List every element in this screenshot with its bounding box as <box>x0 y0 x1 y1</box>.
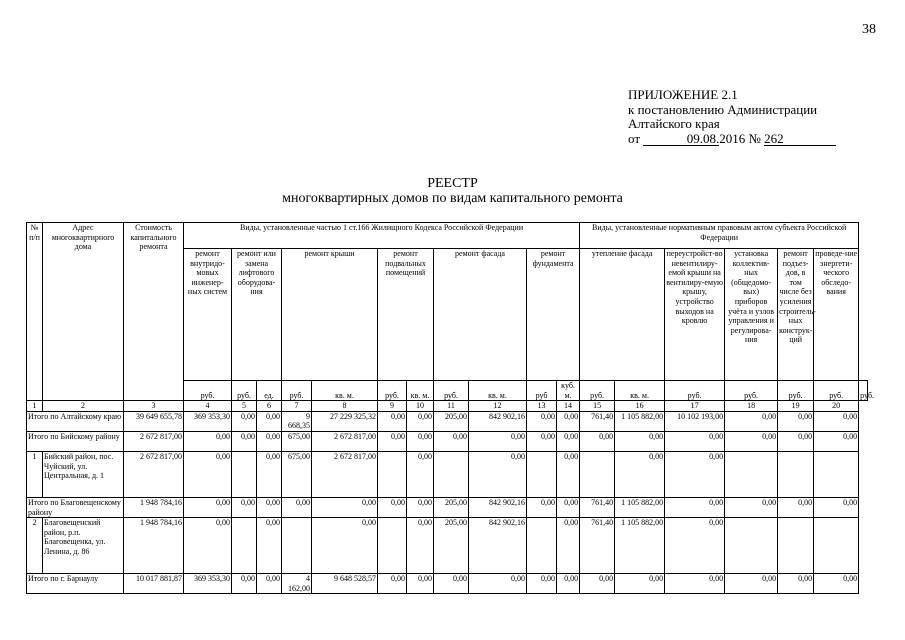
value-cell: 0,00 <box>665 574 725 594</box>
row-address: Итого по г. Барнаулу <box>27 574 124 594</box>
column-number: 5 <box>232 401 257 412</box>
value-cell: 205,00 <box>434 497 469 517</box>
value-cell: 761,40 <box>580 497 615 517</box>
value-cell: 0,00 <box>469 431 527 451</box>
column-number: 15 <box>580 401 615 412</box>
value-cell: 0,00 <box>407 574 434 594</box>
value-cell <box>725 518 778 574</box>
registry-rows <box>27 411 868 594</box>
value-cell: 675,00 <box>282 451 312 497</box>
header-work-type: ремонт подвальных помещений <box>378 249 434 381</box>
table-row <box>27 451 868 497</box>
value-cell: 0,00 <box>557 431 580 451</box>
unit-cell: руб. <box>184 381 232 401</box>
value-cell: 0,00 <box>312 518 378 574</box>
value-cell: 205,00 <box>434 518 469 574</box>
value-cell: 1 105 882,00 <box>615 411 665 431</box>
unit-cell: руб. <box>725 381 778 401</box>
column-number: 11 <box>434 401 469 412</box>
value-cell: 0,00 <box>814 431 859 451</box>
row-address: Итого по Благовещенскому району <box>27 497 124 517</box>
value-cell: 205,00 <box>434 411 469 431</box>
row-address: Благовещенский район, р.п. Благовещенка, ул. Ленина, д. 86 <box>43 518 124 574</box>
unit-cell: кв. м. <box>407 381 434 401</box>
appendix-resolution: к постановлению Администрации <box>628 101 818 117</box>
column-number: 20 <box>814 401 859 412</box>
value-cell: 0,00 <box>725 497 778 517</box>
value-cell <box>725 451 778 497</box>
column-number: 2 <box>43 401 124 412</box>
header-group-regional: Виды, установленные нормативным правовым актом субъекта Российской Федерации <box>580 223 859 249</box>
column-number: 10 <box>407 401 434 412</box>
value-cell: 0,00 <box>378 574 407 594</box>
header-work-type: утепление фасада <box>580 249 665 381</box>
header-work-type: ремонт фундамента <box>527 249 580 381</box>
unit-cell: ед. <box>257 381 282 401</box>
header-work-type: ремонт фасада <box>434 249 527 381</box>
value-cell: 0,00 <box>407 411 434 431</box>
resolution-number: 262 <box>764 133 836 146</box>
value-cell: 0,00 <box>407 497 434 517</box>
unit-cell: руб. <box>282 381 312 401</box>
value-cell <box>778 451 814 497</box>
value-cell: 0,00 <box>778 574 814 594</box>
value-cell: 0,00 <box>257 518 282 574</box>
value-cell: 9 668,35 <box>282 411 312 431</box>
registry-title <box>0 176 905 206</box>
header-cost: Стоимость капитального ремонта <box>124 223 184 401</box>
appendix-region: Алтайского края <box>628 116 720 131</box>
appendix-block <box>628 88 836 146</box>
value-cell <box>232 518 257 574</box>
unit-cell: руб <box>527 381 557 401</box>
header-work-type: ремонт или замена лифтового оборудова-ния <box>232 249 282 381</box>
unit-cell: руб. <box>814 381 859 401</box>
value-cell: 0,00 <box>814 574 859 594</box>
value-cell: 0,00 <box>184 497 232 517</box>
value-cell: 0,00 <box>184 431 232 451</box>
table-row <box>27 431 868 451</box>
value-cell: 0,00 <box>527 497 557 517</box>
value-cell <box>527 518 557 574</box>
row-address: Бийский район, пос. Чуйский, ул. Центральная, д. 1 <box>43 451 124 497</box>
value-cell: 9 648 528,57 <box>312 574 378 594</box>
value-cell: 0,00 <box>378 431 407 451</box>
column-number: 7 <box>282 401 312 412</box>
value-cell: 0,00 <box>407 451 434 497</box>
value-cell <box>527 451 557 497</box>
value-cell: 0,00 <box>232 574 257 594</box>
value-cell <box>232 451 257 497</box>
value-cell: 1 948 784,16 <box>124 497 184 517</box>
column-number: 19 <box>778 401 814 412</box>
value-cell: 0,00 <box>778 411 814 431</box>
value-cell: 0,00 <box>665 431 725 451</box>
header-work-type: ремонт крыши <box>282 249 378 381</box>
row-address: Итого по Алтайскому краю <box>27 411 124 431</box>
header-work-type: установка коллектив-ных (общедомо-вых) приборов учёта и узлов управления и регулирова-ния <box>725 249 778 381</box>
value-cell: 0,00 <box>527 431 557 451</box>
value-cell: 0,00 <box>725 431 778 451</box>
row-number: 1 <box>27 451 43 497</box>
unit-cell: кв. м. <box>469 381 527 401</box>
value-cell: 0,00 <box>615 451 665 497</box>
table-row <box>27 518 868 574</box>
column-number: 6 <box>257 401 282 412</box>
column-number: 17 <box>665 401 725 412</box>
unit-cell: руб. <box>778 381 814 401</box>
row-number: 2 <box>27 518 43 574</box>
resolution-date: 09.08. <box>643 133 719 146</box>
value-cell: 0,00 <box>580 574 615 594</box>
header-work-type: ремонт подъез-дов, в том числе без усиления строитель-ных конструк-ций <box>778 249 814 381</box>
unit-cell: руб. <box>580 381 615 401</box>
value-cell: 0,00 <box>378 411 407 431</box>
value-cell: 0,00 <box>725 574 778 594</box>
value-cell: 27 229 325,32 <box>312 411 378 431</box>
value-cell: 0,00 <box>557 451 580 497</box>
header-address: Адрес многоквартирного дома <box>43 223 124 401</box>
table-row <box>27 574 868 594</box>
column-number: 12 <box>469 401 527 412</box>
value-cell: 0,00 <box>557 411 580 431</box>
value-cell: 0,00 <box>814 411 859 431</box>
appendix-title: ПРИЛОЖЕНИЕ 2.1 <box>628 87 738 102</box>
value-cell: 0,00 <box>527 411 557 431</box>
column-number: 4 <box>184 401 232 412</box>
value-cell: 842 902,16 <box>469 518 527 574</box>
value-cell: 0,00 <box>257 431 282 451</box>
unit-cell: руб. <box>665 381 725 401</box>
value-cell: 0,00 <box>615 431 665 451</box>
value-cell: 39 649 655,78 <box>124 411 184 431</box>
value-cell: 0,00 <box>778 431 814 451</box>
header-work-type: ремонт внутридо-мовых инженер-ных систем <box>184 249 232 381</box>
column-number: 14 <box>557 401 580 412</box>
unit-cell: куб. м. <box>557 381 580 401</box>
column-number: 9 <box>378 401 407 412</box>
value-cell: 0,00 <box>407 518 434 574</box>
value-cell: 0,00 <box>282 497 312 517</box>
value-cell <box>580 451 615 497</box>
value-cell: 0,00 <box>580 431 615 451</box>
value-cell: 761,40 <box>580 411 615 431</box>
column-number: 3 <box>124 401 184 412</box>
value-cell: 369 353,30 <box>184 574 232 594</box>
value-cell: 0,00 <box>557 518 580 574</box>
value-cell <box>814 518 859 574</box>
value-cell <box>778 518 814 574</box>
value-cell: 0,00 <box>557 497 580 517</box>
value-cell: 1 105 882,00 <box>615 518 665 574</box>
value-cell <box>282 518 312 574</box>
value-cell <box>814 451 859 497</box>
value-cell: 2 672 817,00 <box>312 431 378 451</box>
value-cell: 761,40 <box>580 518 615 574</box>
column-number: 8 <box>312 401 378 412</box>
registry-title-subtitle: многоквартирных домов по видам капитального ремонта <box>282 191 623 206</box>
unit-cell: руб. <box>859 381 868 401</box>
header-row-groups <box>27 223 868 249</box>
column-number: 16 <box>615 401 665 412</box>
value-cell: 0,00 <box>469 574 527 594</box>
value-cell: 0,00 <box>378 497 407 517</box>
value-cell: 0,00 <box>232 431 257 451</box>
value-cell: 0,00 <box>232 497 257 517</box>
value-cell <box>378 451 407 497</box>
appendix-date-line <box>628 132 836 147</box>
value-cell: 0,00 <box>469 451 527 497</box>
value-cell: 0,00 <box>615 574 665 594</box>
header-work-type: переустройст-во невентилиру-емой крыши на вентилиру-емую крышу, устройство выходов на кровлю <box>665 249 725 381</box>
value-cell: 2 672 817,00 <box>124 431 184 451</box>
value-cell: 0,00 <box>184 518 232 574</box>
value-cell <box>378 518 407 574</box>
unit-cell: руб. <box>434 381 469 401</box>
value-cell: 0,00 <box>557 574 580 594</box>
value-cell: 0,00 <box>434 574 469 594</box>
value-cell: 0,00 <box>257 411 282 431</box>
value-cell: 0,00 <box>312 497 378 517</box>
value-cell: 10 017 881,87 <box>124 574 184 594</box>
value-cell: 0,00 <box>665 518 725 574</box>
value-cell: 842 902,16 <box>469 497 527 517</box>
unit-cell: руб. <box>232 381 257 401</box>
value-cell: 0,00 <box>725 411 778 431</box>
unit-cell: руб. <box>378 381 407 401</box>
value-cell: 0,00 <box>665 451 725 497</box>
header-work-type: проведе-ние энергети-ческого обследо-вания <box>814 249 859 381</box>
value-cell: 0,00 <box>665 497 725 517</box>
page-number: 38 <box>862 22 876 37</box>
value-cell: 1 105 882,00 <box>615 497 665 517</box>
table-row <box>27 497 868 517</box>
value-cell: 4 162,00 <box>282 574 312 594</box>
column-number: 1 <box>27 401 43 412</box>
value-cell: 0,00 <box>814 497 859 517</box>
header-group-federal: Виды, установленные частью 1 ст.166 Жилищного Кодекса Российской Федерации <box>184 223 580 249</box>
value-cell: 2 672 817,00 <box>312 451 378 497</box>
value-cell: 369 353,30 <box>184 411 232 431</box>
registry-table <box>26 222 875 594</box>
registry-title-main: РЕЕСТР <box>427 176 478 191</box>
value-cell: 10 102 193,00 <box>665 411 725 431</box>
value-cell: 675,00 <box>282 431 312 451</box>
unit-cell: кв. м. <box>615 381 665 401</box>
value-cell <box>434 451 469 497</box>
row-address: Итого по Бийскому району <box>27 431 124 451</box>
header-row-column-numbers <box>27 401 868 412</box>
from-label: от <box>628 130 641 146</box>
value-cell: 0,00 <box>257 574 282 594</box>
value-cell: 0,00 <box>778 497 814 517</box>
value-cell: 842 902,16 <box>469 411 527 431</box>
value-cell: 0,00 <box>257 451 282 497</box>
value-cell: 1 948 784,16 <box>124 518 184 574</box>
value-cell: 0,00 <box>257 497 282 517</box>
value-cell: 0,00 <box>527 574 557 594</box>
unit-cell: кв. м. <box>312 381 378 401</box>
column-number: 18 <box>725 401 778 412</box>
value-cell: 0,00 <box>407 431 434 451</box>
header-no: № п/п <box>27 223 43 401</box>
column-number: 13 <box>527 401 557 412</box>
value-cell: 0,00 <box>184 451 232 497</box>
resolution-year: 2016 № <box>719 130 761 146</box>
value-cell: 0,00 <box>232 411 257 431</box>
table-row <box>27 411 868 431</box>
value-cell: 2 672 817,00 <box>124 451 184 497</box>
value-cell: 0,00 <box>434 431 469 451</box>
